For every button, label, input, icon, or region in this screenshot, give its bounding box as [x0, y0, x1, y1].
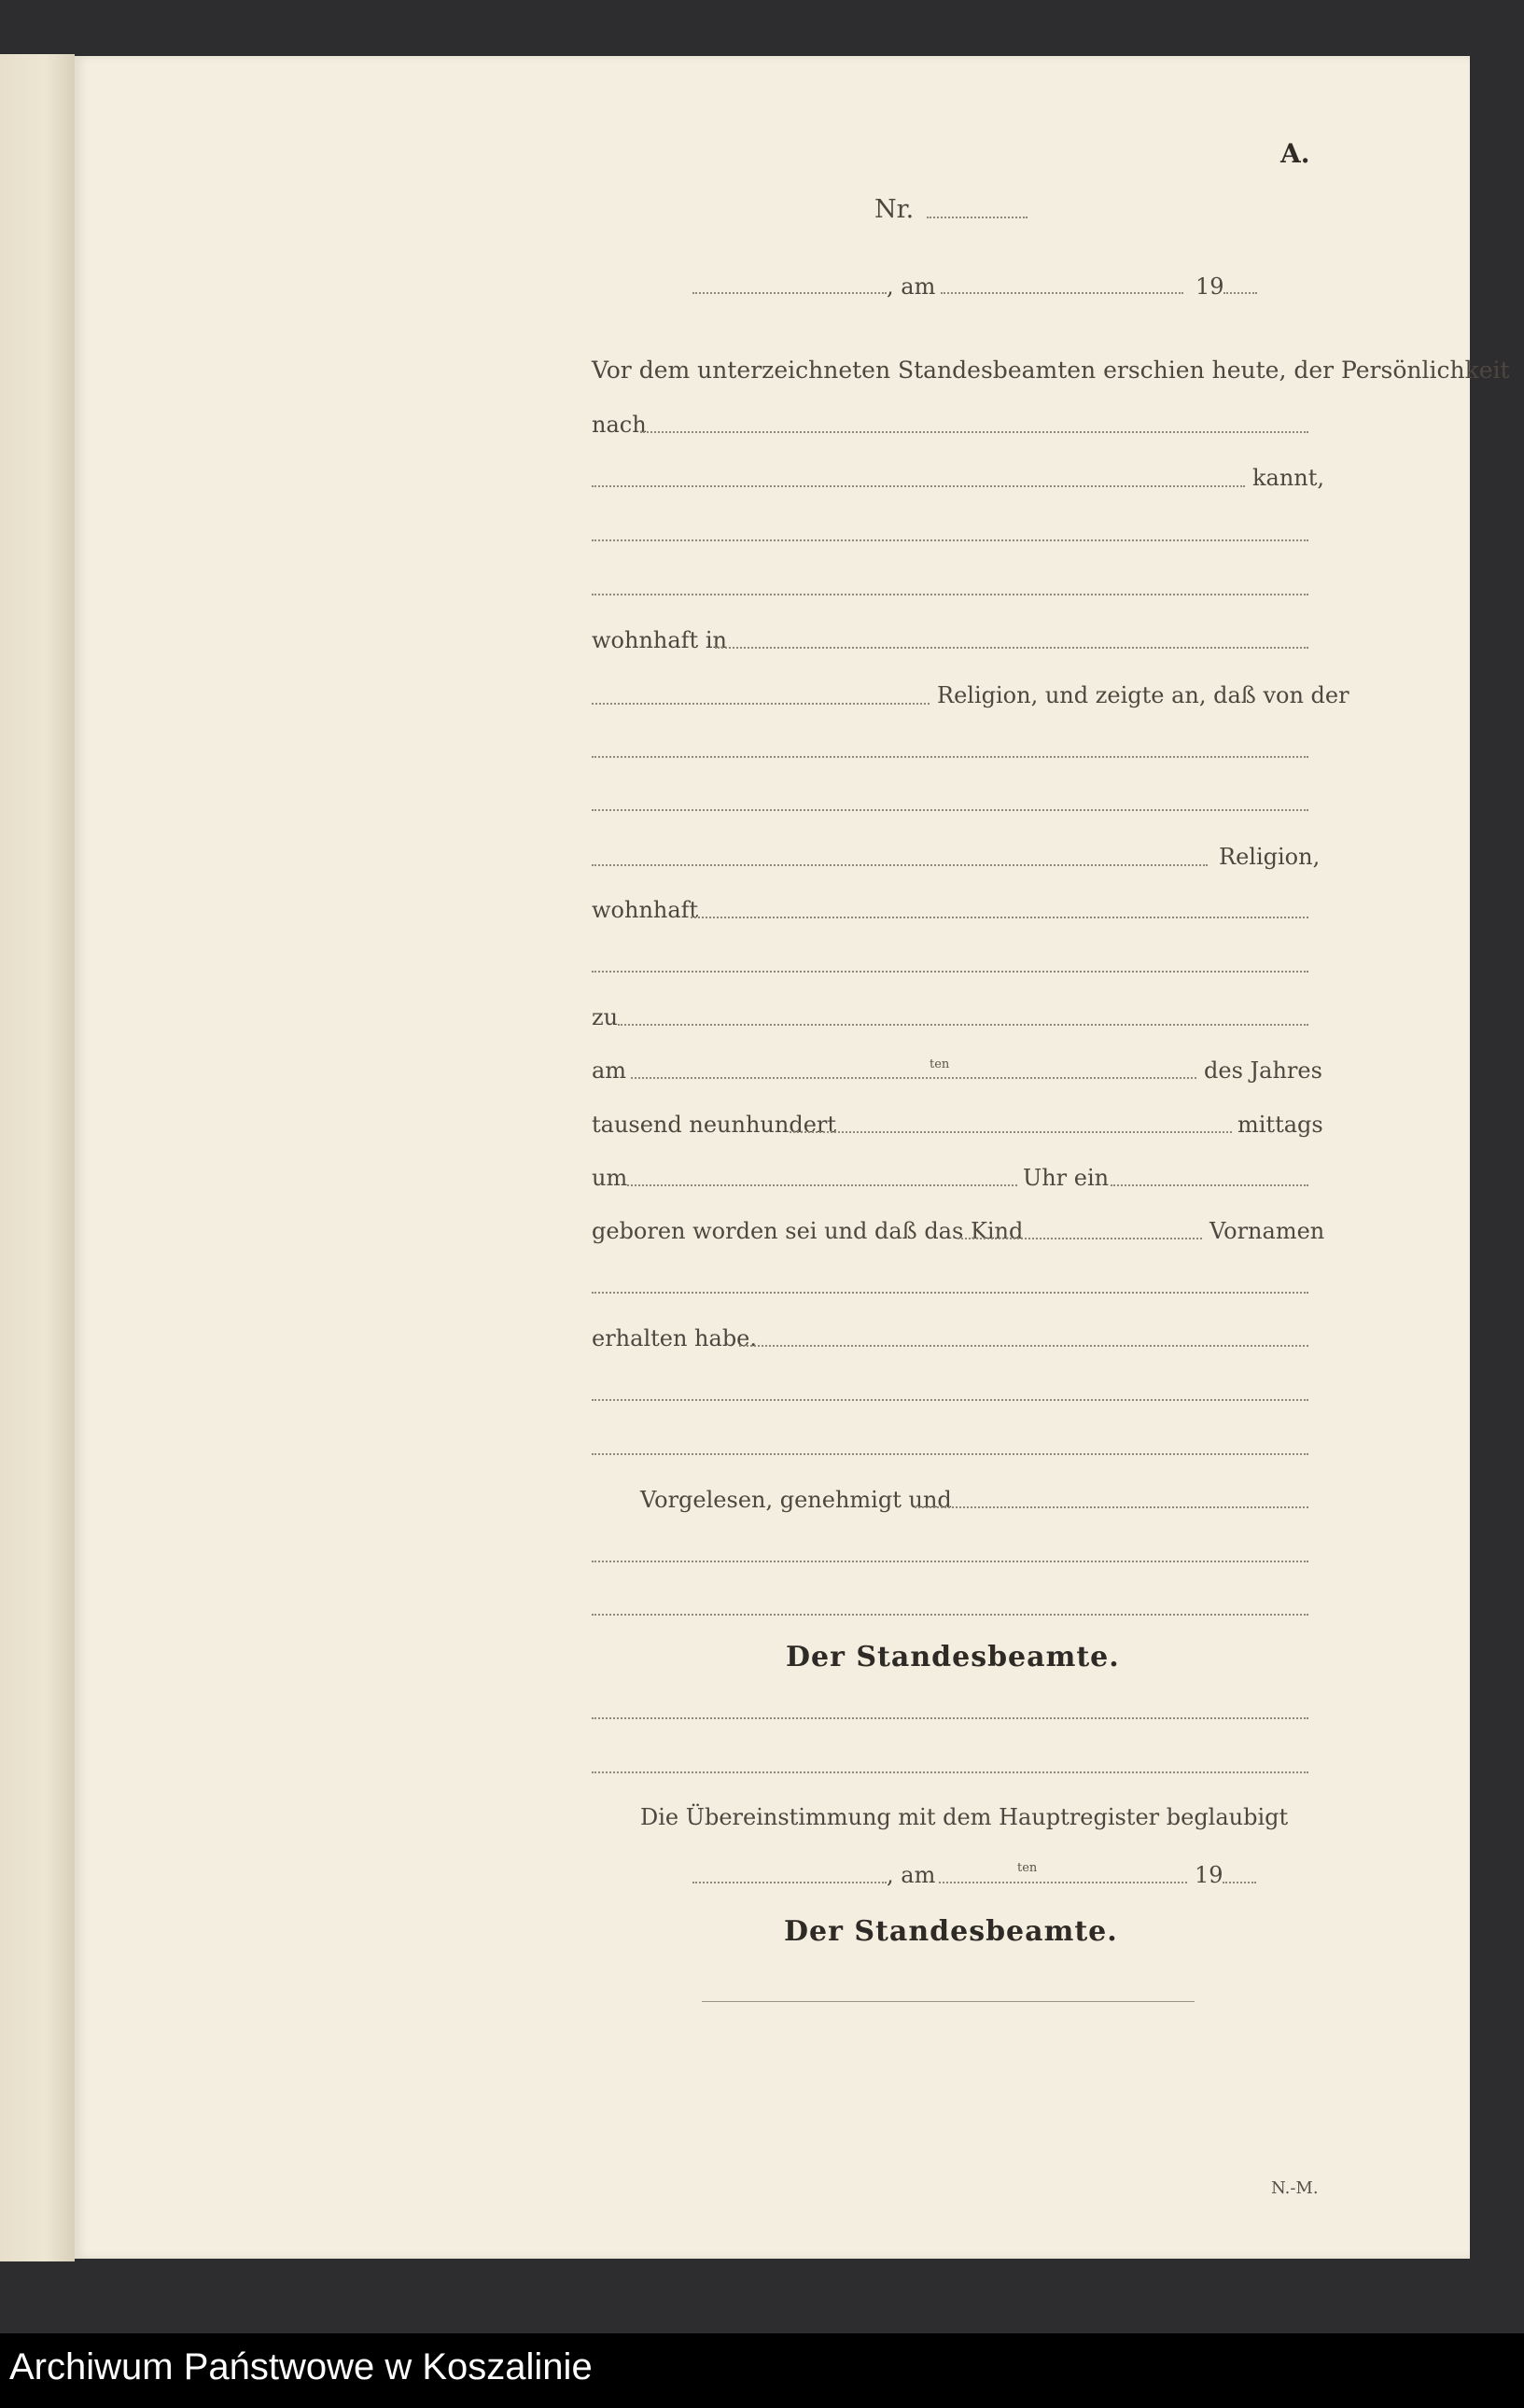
- blank-line-4[interactable]: [592, 809, 1308, 811]
- birth-date-field[interactable]: [631, 1077, 1196, 1079]
- signature-line-3[interactable]: [702, 2001, 1195, 2002]
- blank-line-6[interactable]: [592, 1292, 1308, 1294]
- religion-zeigte-text: Religion, und zeigte an, daß von der: [937, 682, 1349, 708]
- wohnhaft-in-label: wohnhaft in: [592, 627, 727, 653]
- um-label: um: [592, 1165, 628, 1191]
- wohnhaft-in-field[interactable]: [715, 647, 1308, 649]
- certify-ten-suffix: ten: [1017, 1861, 1038, 1875]
- document-page: [75, 56, 1470, 2259]
- blank-line-10[interactable]: [592, 1614, 1308, 1616]
- blank-line-2[interactable]: [592, 594, 1308, 595]
- vornamen-label: Vornamen: [1209, 1218, 1325, 1244]
- ten-suffix: ten: [930, 1057, 950, 1071]
- child-sex-field[interactable]: [958, 1238, 1202, 1239]
- vorgelesen-field[interactable]: [915, 1506, 1308, 1508]
- kannt-label: kannt,: [1252, 465, 1325, 491]
- certify-place-field[interactable]: [692, 1882, 887, 1883]
- hour-field[interactable]: [627, 1184, 1017, 1186]
- year-prefix: 19: [1195, 273, 1224, 300]
- am-date-label: am: [592, 1057, 627, 1084]
- printer-mark: N.-M.: [1271, 2178, 1319, 2198]
- nr-label: Nr.: [874, 195, 915, 224]
- blank-line-1[interactable]: [592, 539, 1308, 541]
- year-words-field[interactable]: [790, 1131, 1232, 1133]
- des-jahres-label: des Jahres: [1204, 1057, 1322, 1084]
- certify-date-field[interactable]: [939, 1882, 1187, 1883]
- uhr-ein-label: Uhr ein: [1023, 1165, 1110, 1191]
- blank-line-9[interactable]: [592, 1561, 1308, 1562]
- wohnhaft-label: wohnhaft: [592, 897, 699, 923]
- signature-heading-2: Der Standesbeamte.: [784, 1915, 1118, 1948]
- uebereinstimmung-text: Die Übereinstimmung mit dem Hauptregister beglaubigt: [640, 1804, 1289, 1830]
- mittags-label: mittags: [1237, 1112, 1323, 1138]
- certify-year-prefix: 19: [1195, 1862, 1223, 1888]
- year-field[interactable]: [1223, 292, 1257, 294]
- zu-label: zu: [592, 1004, 619, 1030]
- vorgelesen-text: Vorgelesen, genehmigt und: [640, 1487, 952, 1513]
- erhalten-label: erhalten habe.: [592, 1325, 758, 1351]
- certify-year-field[interactable]: [1223, 1882, 1256, 1883]
- zu-field[interactable]: [618, 1024, 1308, 1026]
- certify-am-label: , am: [887, 1862, 936, 1888]
- blank-line-3[interactable]: [592, 756, 1308, 758]
- religion-field-1[interactable]: [592, 703, 930, 705]
- left-page-edge: [0, 54, 75, 2261]
- blank-line-5[interactable]: [592, 971, 1308, 973]
- place-field[interactable]: [692, 292, 887, 294]
- minutes-field[interactable]: [1111, 1184, 1308, 1186]
- religion-label: Religion,: [1219, 844, 1321, 870]
- known-field[interactable]: [592, 485, 1245, 487]
- am-label: , am: [887, 273, 936, 300]
- blank-line-7[interactable]: [592, 1399, 1308, 1401]
- erhalten-field[interactable]: [739, 1345, 1308, 1347]
- blank-line-8[interactable]: [592, 1453, 1308, 1455]
- nach-label: nach: [592, 412, 647, 438]
- nach-field[interactable]: [640, 431, 1308, 433]
- intro-text: Vor dem unterzeichneten Standesbeamten erschien heute, der Persönlichkeit: [592, 357, 1510, 384]
- signature-line-2[interactable]: [592, 1771, 1308, 1773]
- form-label: A.: [1280, 138, 1310, 169]
- signature-heading: Der Standesbeamte.: [786, 1641, 1120, 1673]
- archive-name: Archiwum Państwowe w Koszalinie: [9, 2346, 593, 2387]
- date-field[interactable]: [941, 292, 1183, 294]
- nr-field[interactable]: [927, 217, 1028, 218]
- tausend-label: tausend neunhundert: [592, 1112, 837, 1138]
- geboren-text: geboren worden sei und daß das Kind: [592, 1218, 1024, 1244]
- signature-line-1[interactable]: [592, 1717, 1308, 1719]
- wohnhaft-field[interactable]: [691, 917, 1308, 918]
- religion-field-2[interactable]: [592, 864, 1208, 866]
